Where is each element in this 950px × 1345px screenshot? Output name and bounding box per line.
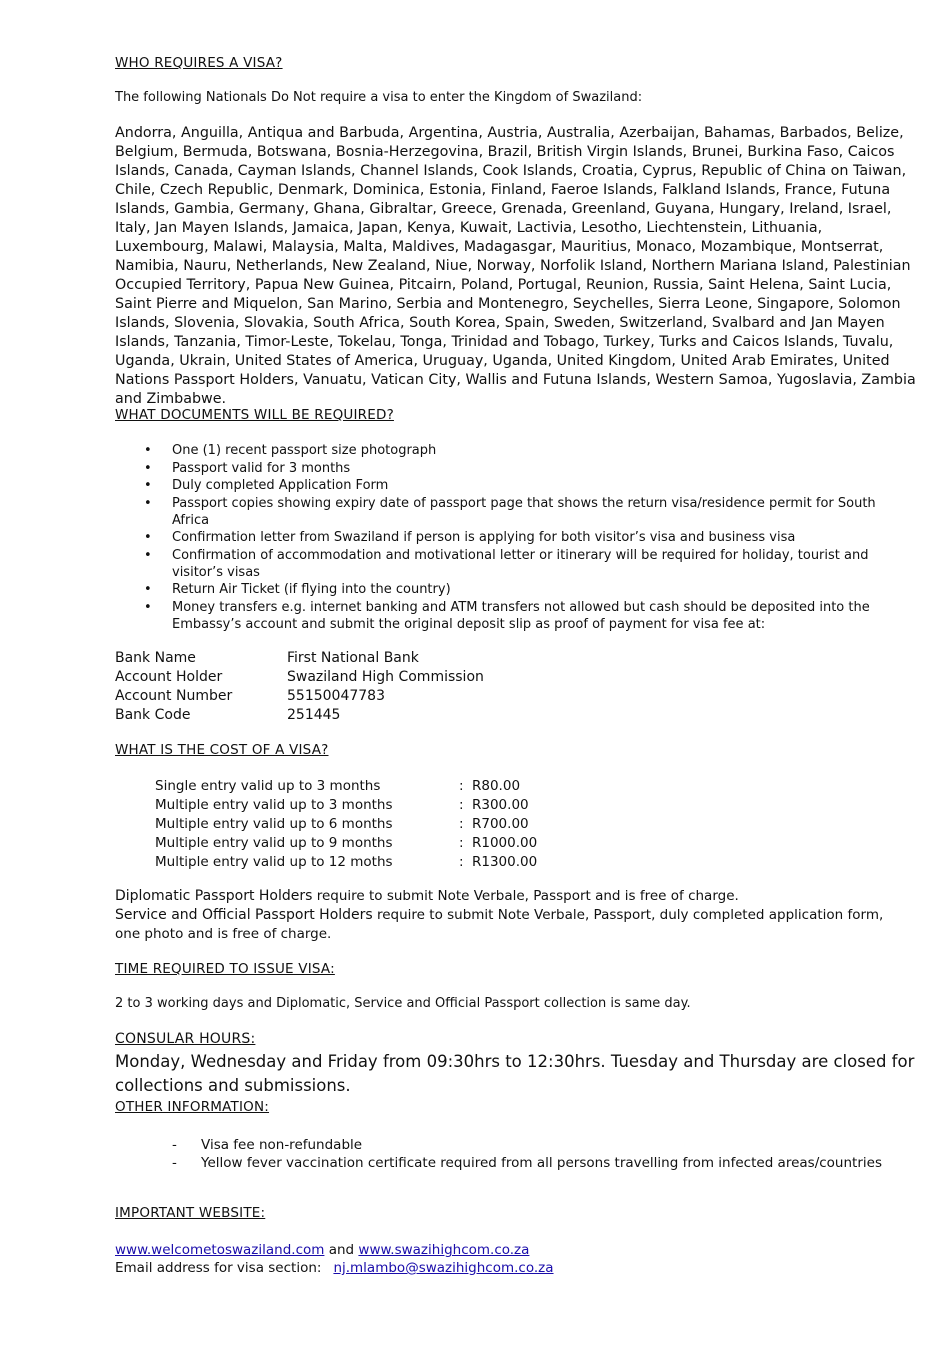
bank-label: Bank Name <box>115 650 196 666</box>
cost-heading: WHAT IS THE COST OF A VISA? <box>115 742 329 758</box>
cost-price: R1000.00 <box>472 835 538 851</box>
list-item-text: Visa fee non-refundable <box>201 1137 363 1153</box>
other-info-list <box>115 1137 882 1172</box>
list-item <box>115 529 915 546</box>
list-item-text: Return Air Ticket (if flying into the country) <box>172 582 451 598</box>
list-item <box>115 442 915 459</box>
list-item <box>115 581 915 598</box>
service-passport-note <box>115 906 895 944</box>
website-links <box>115 1241 529 1259</box>
documents-heading: WHAT DOCUMENTS WILL BE REQUIRED? <box>115 407 394 423</box>
documents-list <box>115 442 915 634</box>
bullet-icon: • <box>144 443 152 458</box>
cost-separator: : <box>459 778 464 794</box>
list-item-text: Confirmation of accommodation and motivational letter or itinerary will be required for holiday, tourist and visitor’s visas <box>172 547 869 580</box>
list-item-text: One (1) recent passport size photograph <box>172 443 437 458</box>
service-label: Service and Official Passport Holders <box>115 907 373 923</box>
other-info-heading: OTHER INFORMATION: <box>115 1099 270 1115</box>
bank-label: Account Holder <box>115 669 223 685</box>
bank-label: Bank Code <box>115 707 191 723</box>
cost-price: R700.00 <box>472 816 529 832</box>
bullet-icon: • <box>144 495 152 511</box>
email-link[interactable]: nj.mlambo@swazihighcom.co.za <box>333 1260 554 1276</box>
cost-label: Multiple entry valid up to 6 months <box>155 816 393 832</box>
table-row <box>115 668 484 687</box>
website-heading: IMPORTANT WEBSITE: <box>115 1205 266 1221</box>
list-item <box>115 547 915 581</box>
list-item-text: Passport copies showing expiry date of passport page that shows the return visa/residence permit for South Africa <box>172 495 876 528</box>
email-label: Email address for visa section: <box>115 1260 322 1276</box>
bullet-icon: • <box>144 582 152 598</box>
bullet-icon: • <box>144 478 152 493</box>
visa-cost-table <box>155 777 537 872</box>
bank-details-table <box>115 649 484 725</box>
table-row <box>155 796 537 815</box>
bullet-icon: • <box>144 599 152 615</box>
list-item <box>115 599 915 633</box>
table-row <box>115 687 484 706</box>
service-text: require to submit Note Verbale, Passport, duly completed application form, one photo and is free of charge. <box>115 907 884 942</box>
cost-label: Multiple entry valid up to 3 months <box>155 797 393 813</box>
bank-value: 55150047783 <box>287 688 385 704</box>
visa-exempt-intro: The following Nationals Do Not require a visa to enter the Kingdom of Swaziland: <box>115 90 643 105</box>
list-item <box>115 495 915 529</box>
bank-value: Swaziland High Commission <box>287 669 484 685</box>
table-row <box>115 649 484 668</box>
bank-value: First National Bank <box>287 650 419 666</box>
welcome-swaziland-link[interactable]: www.welcometoswaziland.com <box>115 1242 325 1258</box>
table-row <box>155 777 537 796</box>
cost-label: Multiple entry valid up to 12 moths <box>155 854 393 870</box>
time-heading: TIME REQUIRED TO ISSUE VISA: <box>115 961 335 977</box>
swazihighcom-link[interactable]: www.swazihighcom.co.za <box>358 1242 530 1258</box>
bullet-icon: • <box>144 460 152 476</box>
cost-price: R80.00 <box>472 778 521 794</box>
diplomatic-text: require to submit Note Verbale, Passport and is free of charge. <box>312 888 739 904</box>
cost-label: Single entry valid up to 3 months <box>155 778 381 794</box>
list-item <box>115 460 915 477</box>
table-row <box>155 815 537 834</box>
table-row <box>155 834 537 853</box>
visa-requirement-heading: WHO REQUIRES A VISA? <box>115 55 283 71</box>
consular-hours-text: Monday, Wednesday and Friday from 09:30hrs to 12:30hrs. Tuesday and Thursday are closed for collections and submissions. <box>115 1052 915 1095</box>
list-item-text: Duly completed Application Form <box>172 478 389 493</box>
time-text: 2 to 3 working days and Diplomatic, Service and Official Passport collection is same day. <box>115 996 691 1011</box>
cost-price: R300.00 <box>472 797 529 813</box>
email-line <box>115 1259 554 1277</box>
list-item-text: Confirmation letter from Swaziland if person is applying for both visitor’s visa and business visa <box>172 530 796 546</box>
and-text: and <box>324 1242 359 1258</box>
list-item-text: Yellow fever vaccination certificate required from all persons travelling from infected areas/countries <box>201 1154 882 1171</box>
diplomatic-passport-note <box>115 887 895 906</box>
list-item <box>115 1155 882 1173</box>
dash-icon: - <box>172 1137 177 1153</box>
list-item <box>115 1137 882 1155</box>
cost-separator: : <box>459 816 464 832</box>
list-item <box>115 477 915 494</box>
bank-value: 251445 <box>287 707 341 723</box>
diplomatic-label: Diplomatic Passport Holders <box>115 888 313 904</box>
cost-separator: : <box>459 797 464 813</box>
bank-label: Account Number <box>115 688 233 704</box>
list-item-text: Passport valid for 3 months <box>172 460 351 476</box>
cost-price: R1300.00 <box>472 854 538 870</box>
visa-exempt-countries: Andorra, Anguilla, Antiqua and Barbuda, Argentina, Austria, Australia, Azerbaijan, Bahamas, Barbados, Belize, Belgium, Bermuda, Botswana, Bosnia-Herzegovina, Brazil, British Virgin Islands, Brunei, Burkina Faso, Caicos Islands, Canada, Cayman Islands, Channel Islands, Cook Islands, Croatia, Cyprus, Republic of China on Taiwan, Chile, Czech Republic, Denmark, Dominica, Estonia, Finland, Faeroe Islands, Falkland Islands, France, Futuna Islands, Gambia, Germany, Ghana, Gibraltar, Greece, Grenada, Greenland, Guyana, Hungary, Ireland, Israel, Italy, Jan Mayen Islands, Jamaica, Japan, Kenya, Kuwait, Lactivia, Lesotho, Liechtenstein, Lithuania, Luxembourg, Malawi, Malaysia, Malta, Maldives, Madagasgar, Mauritius, Monaco, Mozambique, Montserrat, Namibia, Nauru, Netherlands, New Zealand, Niue, Norway, Norfolik Island, Northern Mariana Island, Palestinian Occupied Territory, Papua New Guinea, Pitcairn, Poland, Portugal, Reunion, Russia, Saint Helena, Saint Lucia, Saint Pierre and Miquelon, San Marino, Serbia and Montenegro, Seychelles, Sierra Leone, Singapore, Solomon Islands, Slovenia, Slovakia, South Africa, South Korea, Spain, Sweden, Switzerland, Svalbard and Jan Mayen Islands, Tanzania, Timor-Leste, Tokelau, Tonga, Trinidad and Tobago, Turkey, Turks and Caicos Islands, Tuvalu, Uganda, Ukrain, United States of America, Uruguay, Uganda, United Kingdom, United Arab Emirates, United Nations Passport Holders, Vanuatu, Vatican City, Wallis and Futuna Islands, Western Samoa, Yugoslavia, Zambia and Zimbabwe. <box>115 125 916 407</box>
bullet-icon: • <box>144 530 152 546</box>
bullet-icon: • <box>144 547 152 563</box>
dash-icon: - <box>172 1154 177 1171</box>
list-item-text: Money transfers e.g. internet banking and ATM transfers not allowed but cash should be deposited into the Embassy’s account and submit the original deposit slip as proof of payment for visa fee at: <box>172 599 870 633</box>
table-row <box>155 853 537 872</box>
cost-separator: : <box>459 854 464 870</box>
cost-separator: : <box>459 835 464 851</box>
consular-heading: CONSULAR HOURS: <box>115 1031 256 1047</box>
cost-label: Multiple entry valid up to 9 months <box>155 835 393 851</box>
table-row <box>115 706 484 725</box>
